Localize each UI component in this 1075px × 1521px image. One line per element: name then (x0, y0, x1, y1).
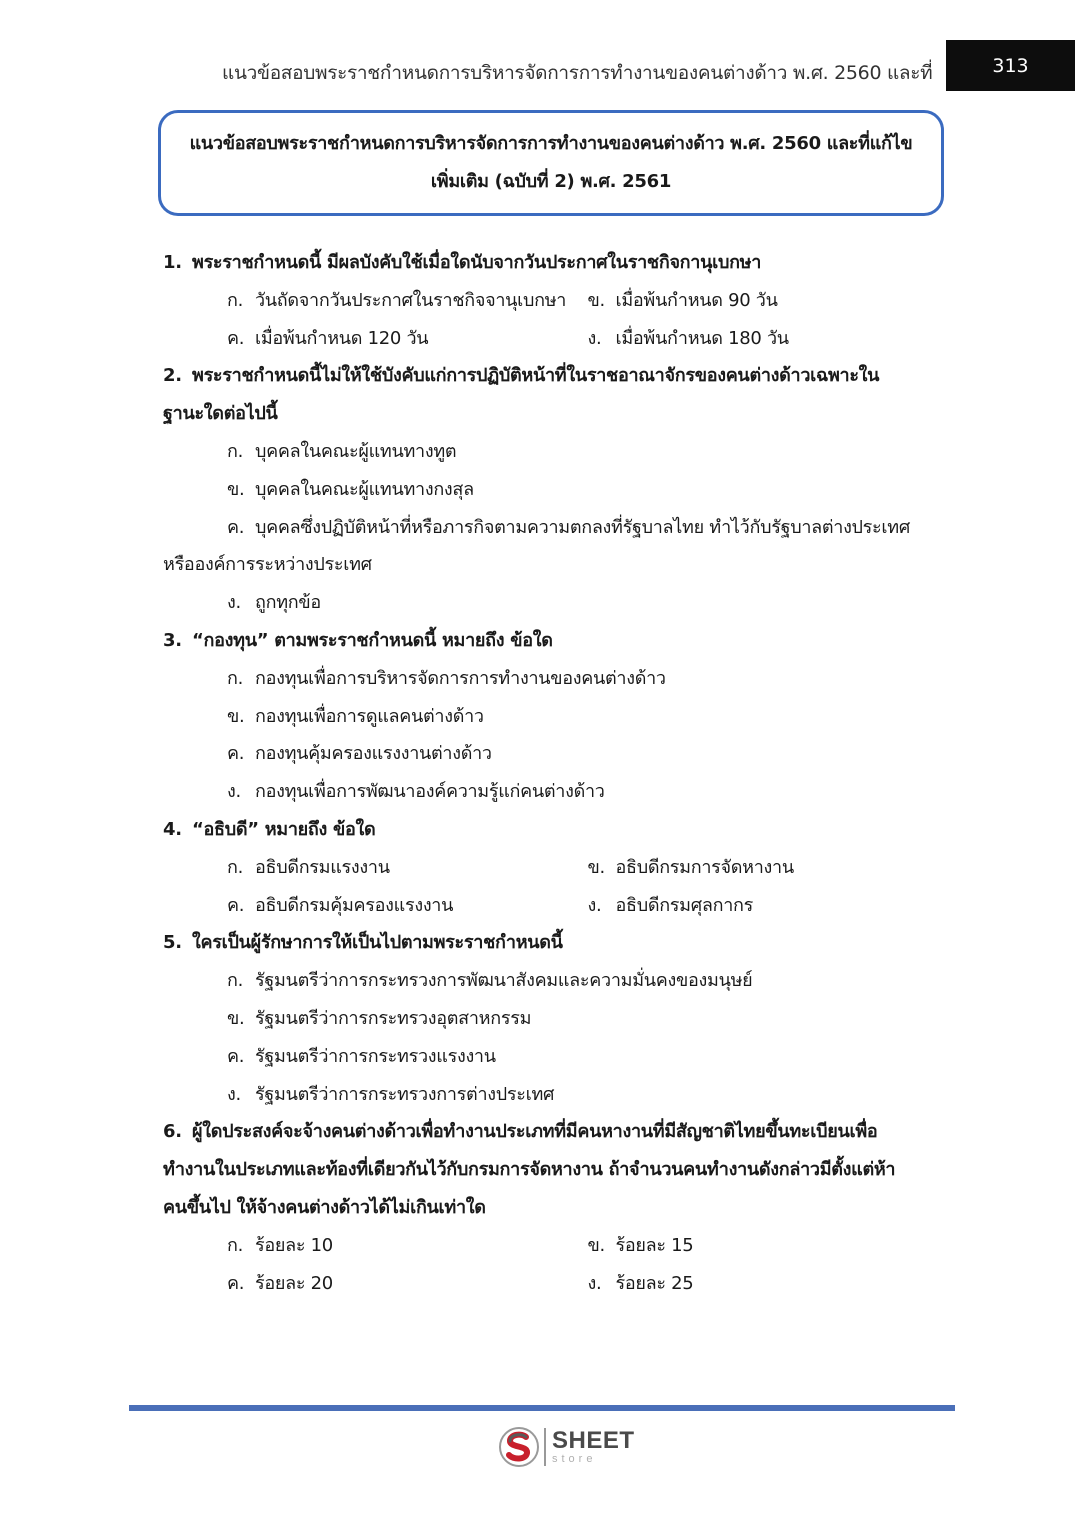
question-6-continuation: คนขึ้นไป ให้จ้างคนต่างด้าวได้ไม่เกินเท่าใด (163, 1196, 486, 1218)
option: ง. เมื่อพ้นกำหนด 180 วัน (587, 327, 789, 349)
footer-rule (129, 1405, 955, 1411)
option: ข. ร้อยละ 15 (587, 1234, 694, 1256)
options-row (163, 1227, 948, 1265)
question-6: 6. ผู้ใดประสงค์จะจ้างคนต่างด้าวเพื่อทำงานประเภทที่มีคนหางานที่มีสัญชาติไทยขึ้นทะเบียนเพื่อ (163, 1121, 878, 1143)
option: ข. รัฐมนตรีว่าการกระทรวงอุตสาหกรรม (227, 1007, 532, 1029)
title-line-2: เพิ่มเติม (ฉบับที่ 2) พ.ศ. 2561 (430, 171, 672, 192)
question-6-continuation: ทำงานในประเภทและท้องที่เดียวกันไว้กับกรมการจัดหางาน ถ้าจำนวนคนทำงานดังกล่าวมีตั้งแต่ห้า (163, 1159, 896, 1181)
option: ค. บุคคลซึ่งปฏิบัติหน้าที่หรือภารกิจตามความตกลงที่รัฐบาลไทย ทำไว้กับรัฐบาลต่างประเทศ (227, 516, 910, 538)
option: ข. อธิบดีกรมการจัดหางาน (587, 856, 794, 878)
option: ข. เมื่อพ้นกำหนด 90 วัน (587, 289, 778, 311)
option: ค. อธิบดีกรมคุ้มครองแรงงาน (227, 894, 454, 916)
option: ค. ร้อยละ 20 (227, 1272, 333, 1294)
logo-divider (544, 1428, 546, 1466)
option: ค. กองทุนคุ้มครองแรงงานต่างด้าว (227, 743, 492, 765)
options-row (163, 1265, 948, 1303)
question-2: 2. พระราชกำหนดนี้ไม่ให้ใช้บังคับแก่การปฏิบัติหน้าที่ในราชอาณาจักรของคนต่างด้าวเฉพาะใน (163, 365, 880, 387)
option: ง. อธิบดีกรมศุลกากร (587, 894, 753, 916)
logo-subword: store (552, 1453, 597, 1465)
question-1: 1. พระราชกำหนดนี้ มีผลบังคับใช้เมื่อใดนับจากวันประกาศในราชกิจกานุเบกษา (163, 252, 762, 273)
option: ง. รัฐมนตรีว่าการกระทรวงการต่างประเทศ (227, 1083, 555, 1105)
options-row (163, 320, 948, 358)
option: ก. บุคคลในคณะผู้แทนทางทูต (227, 440, 457, 462)
option: ข. กองทุนเพื่อการดูแลคนต่างด้าว (227, 705, 484, 727)
page-number: 313 (946, 40, 1075, 91)
options-row (163, 282, 948, 320)
options-row (163, 849, 948, 887)
title-box (158, 110, 944, 216)
title-line-1: แนวข้อสอบพระราชกำหนดการบริหารจัดการการทำงานของคนต่างด้าว พ.ศ. 2560 และที่แก้ไข (189, 133, 913, 154)
options-row (163, 887, 948, 925)
option: ข. บุคคลในคณะผู้แทนทางกงสุล (227, 478, 474, 500)
option: ง. ถูกทุกข้อ (227, 592, 321, 614)
question-2-continuation: ฐานะใดต่อไปนี้ (163, 403, 278, 425)
option: ง. ร้อยละ 25 (587, 1272, 694, 1294)
option: ก. อธิบดีกรมแรงงาน (227, 856, 390, 878)
option: ก. รัฐมนตรีว่าการกระทรวงการพัฒนาสังคมและความมั่นคงของมนุษย์ (227, 970, 753, 992)
option-continuation: หรือองค์การระหว่างประเทศ (163, 554, 372, 576)
running-header: แนวข้อสอบพระราชกำหนดการบริหารจัดการการทำงานของคนต่างด้าว พ.ศ. 2560 และที่ (222, 62, 933, 84)
question-3: 3. “กองทุน” ตามพระราชกำหนดนี้ หมายถึง ข้อใด (163, 629, 553, 651)
option: ค. เมื่อพ้นกำหนด 120 วัน (227, 327, 429, 349)
option: ก. กองทุนเพื่อการบริหารจัดการการทำงานของคนต่างด้าว (227, 667, 666, 689)
question-list (163, 244, 948, 1302)
logo-text (552, 1429, 635, 1465)
logo-word: SHEET (552, 1427, 635, 1454)
option: ค. รัฐมนตรีว่าการกระทรวงแรงงาน (227, 1045, 496, 1067)
option: ก. ร้อยละ 10 (227, 1234, 333, 1256)
option: ก. วันถัดจากวันประกาศในราชกิจจานุเบกษา (227, 289, 567, 311)
option: ง. กองทุนเพื่อการพัฒนาองค์ความรู้แก่คนต่างด้าว (227, 781, 605, 803)
question-4: 4. “อธิบดี” หมายถึง ข้อใด (163, 818, 376, 840)
logo-s-icon (498, 1426, 540, 1468)
question-5: 5. ใครเป็นผู้รักษาการให้เป็นไปตามพระราชกำหนดนี้ (163, 932, 563, 954)
sheet-store-logo (498, 1426, 635, 1468)
